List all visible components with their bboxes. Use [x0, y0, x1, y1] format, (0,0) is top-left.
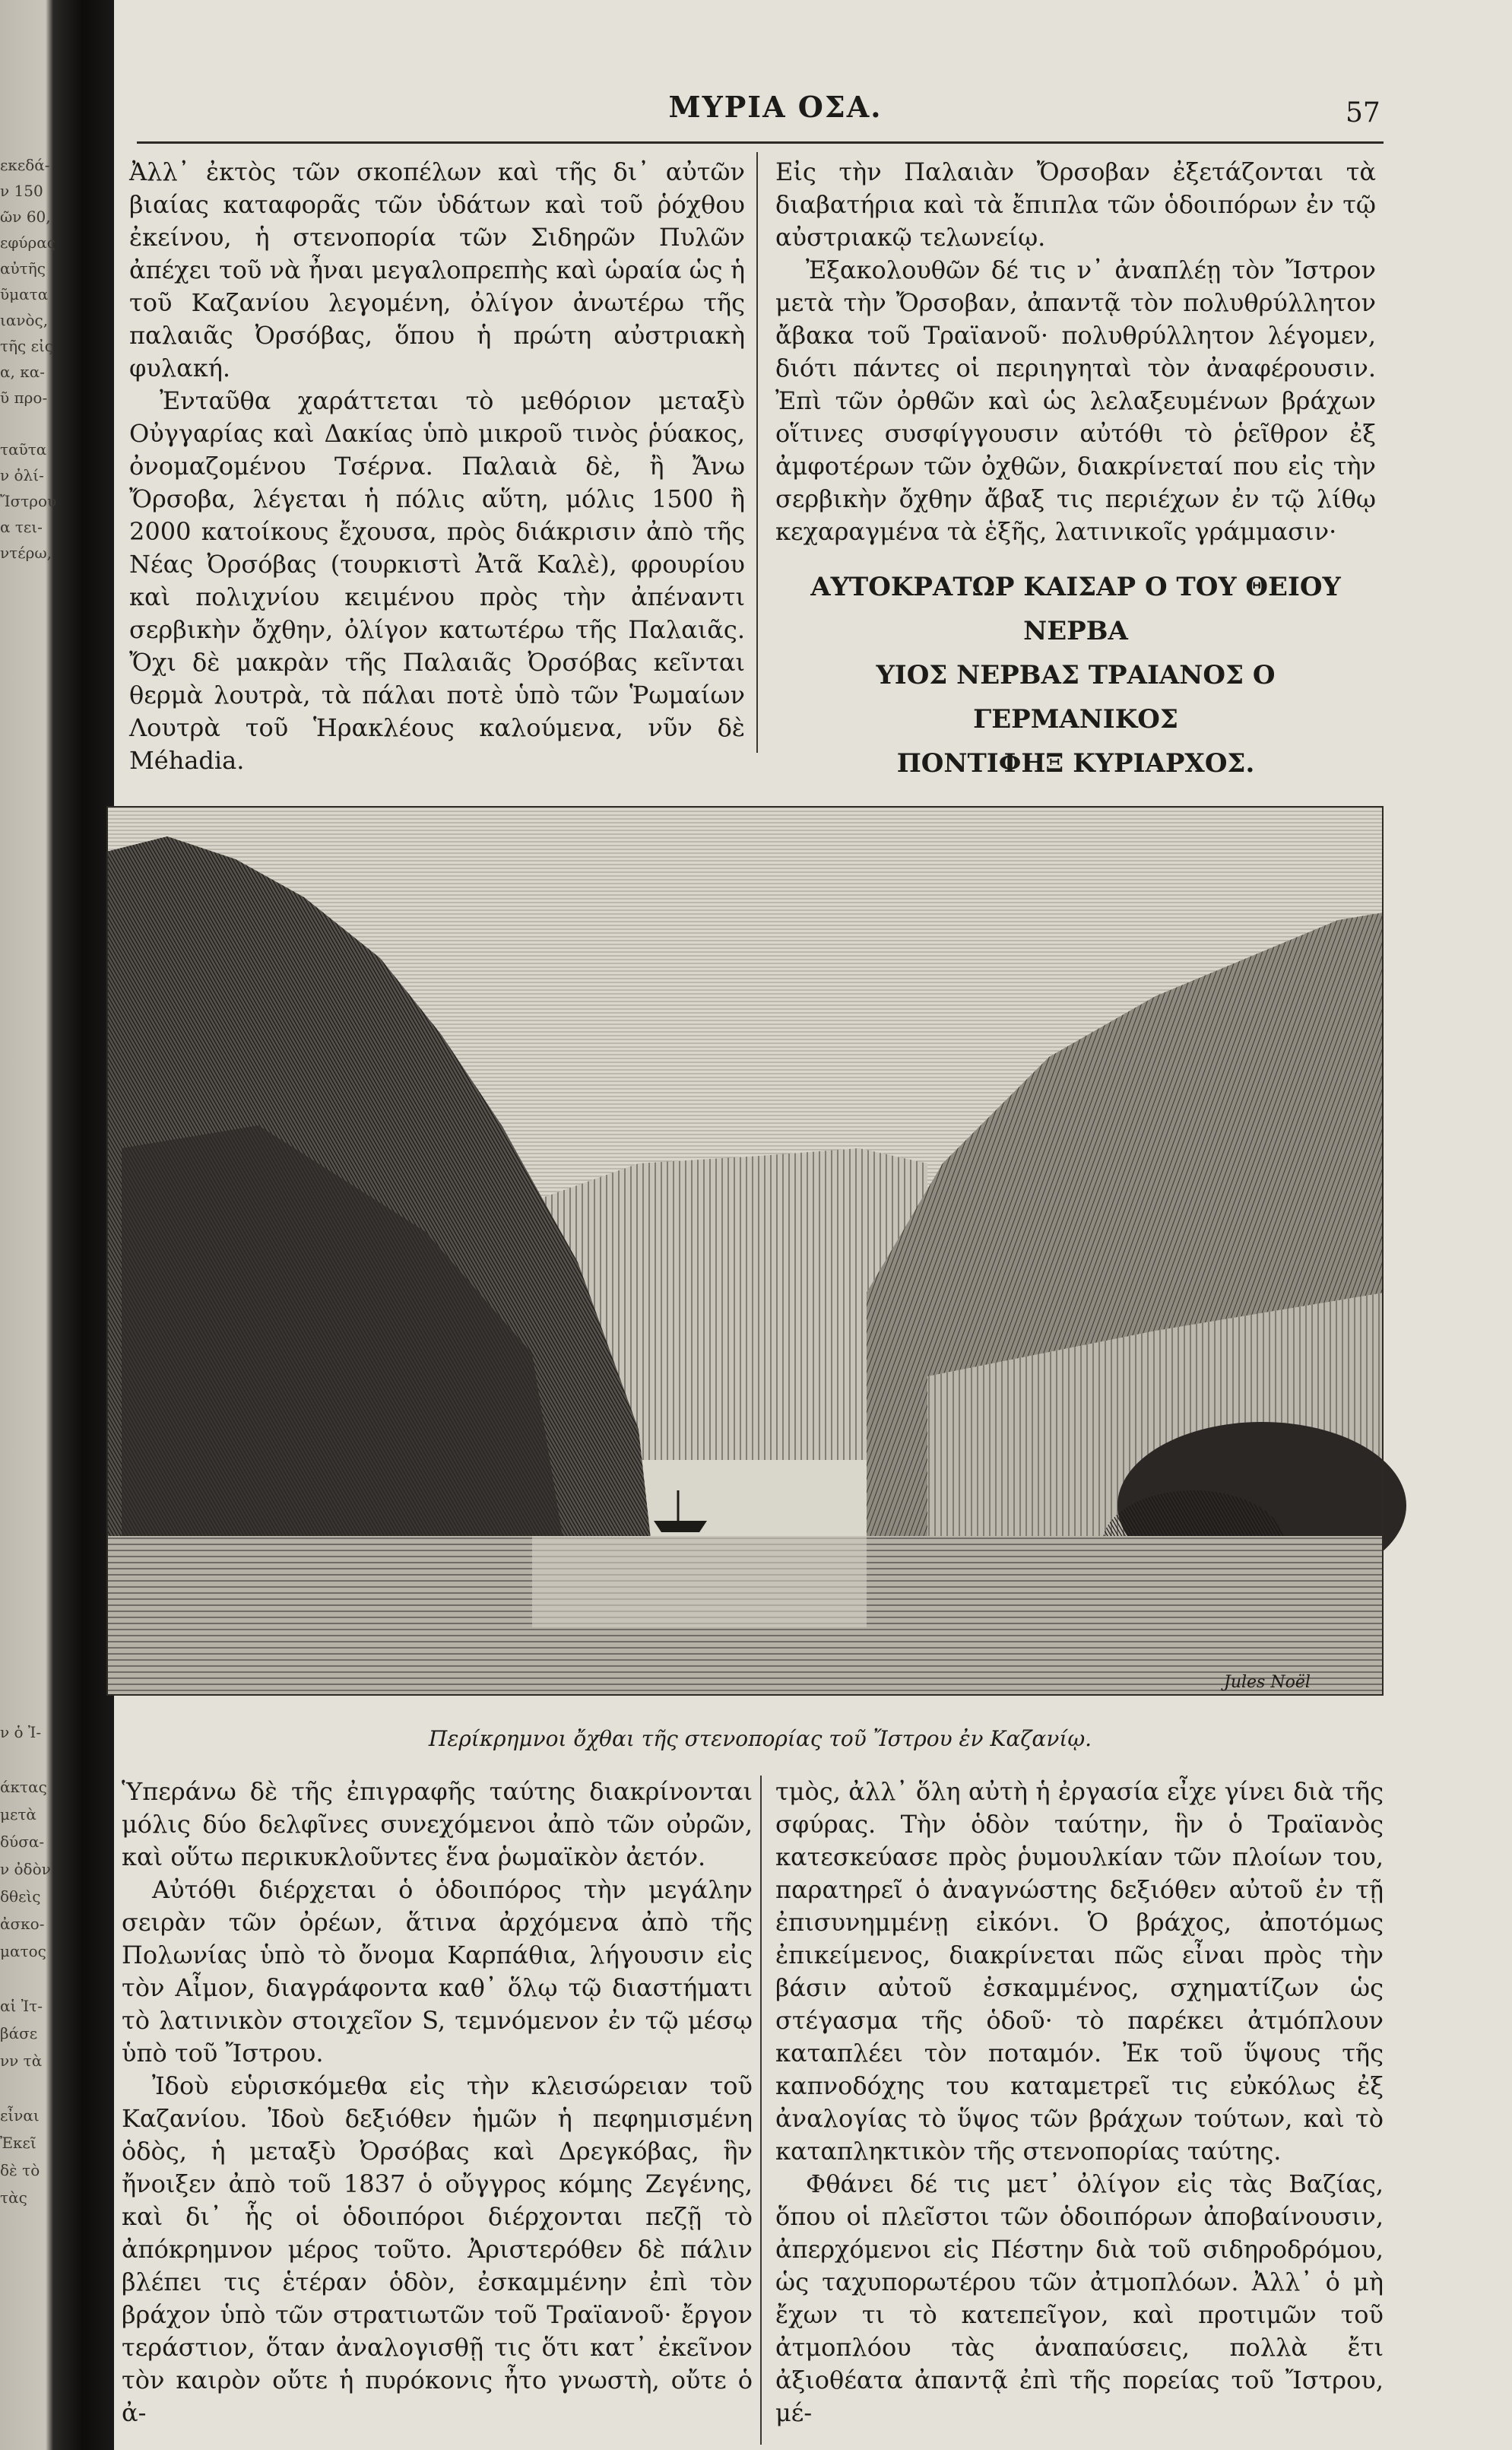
page-number: 57 [1346, 97, 1380, 129]
paragraph: Φθάνει δέ τις μετ᾽ ὀλίγον εἰς τὰς Βαζίας, ὅπου οἱ πλεῖστοι τῶν ὁδοιπόρων ἀποβαίνουσιν, ἀπερχόμενοι εἰς Πέστην διὰ τοῦ σιδηροδρόμου, ὡς ταχυπορωτέρου τῶν ἀτμοπλόων. Ἀλλ᾽ ὁ μὴ ἔχων τι τὸ κατεπεῖγον, καὶ προτιμῶν τοῦ ἀτμοπλόου τὰς ἀναπαύσεις, πολλὰ ἔτι ἀξιοθέατα ἀπαντᾷ ἐπὶ τῆς πορείας τοῦ Ἴστρου, μέ- [775, 2169, 1384, 2427]
paragraph: Ἐνταῦθα χαράττεται τὸ μεθόριον μεταξὺ Οὐγγαρίας καὶ Δακίας ὑπὸ μικροῦ τινὸς ῥύακος, ὀνομαζομένου Τσέρνα. Παλαιὰ δὲ, ἢ Ἄνω Ὄρσοβα, λέγεται ἡ πόλις αὕτη, μόλις 1500 ἢ 2000 κατοίκους ἔχουσα, πρὸς διάκρισιν ἀπὸ τῆς Νέας Ὀρσόβας (τουρκιστὶ Ἀτᾶ Καλὲ), φρουρίου καὶ πολιχνίου κειμένου πρὸς τὴν ἀπέναντι σερβικὴν ὄχθην, ὀλίγον κατωτέρω τῆς Παλαιᾶς. Ὄχι δὲ μακρὰν τῆς Παλαιᾶς Ὀρσόβας κεῖνται θερμὰ λουτρὰ, τὰ πάλαι ποτὲ ὑπὸ τῶν Ῥωμαίων Λουτρὰ τοῦ Ἡρακλέους καλούμενα, νῦν δὲ Méhadia. [129, 386, 745, 775]
paragraph: Ἀλλ᾽ ἐκτὸς τῶν σκοπέλων καὶ τῆς δι᾽ αὐτῶν βιαίας καταφορᾶς τῶν ὑδάτων καὶ τοῦ ῥόχθου ἐκείνου, ἡ στενοπορία τῶν Σιδηρῶν Πυλῶν ἀπέχει τοῦ νὰ ἦναι μεγαλοπρεπὴς καὶ ὡραία ὡς ἡ τοῦ Καζανίου λεγομένη, ὀλίγον ἀνωτέρω τῆς παλαιᾶς Ὀρσόβας, ὅπου ἡ πρώτη αὐστριακὴ φυλακή. [129, 157, 745, 382]
inscription-line: ΥΙΟΣ ΝΕΡΒΑΣ ΤΡΑΙΑΝΟΣ Ο ΓΕΡΜΑΝΙΚΟΣ [876, 660, 1276, 735]
trajan-inscription [775, 565, 1376, 785]
paragraph: Εἰς τὴν Παλαιὰν Ὄρσοβαν ἐξετάζονται τὰ διαβατήρια καὶ τὰ ἔπιπλα τῶν ὁδοιπόρων ἐν τῷ αὐστριακῷ τελωνείῳ. [775, 157, 1376, 252]
column-divider [756, 152, 758, 753]
column-divider [760, 1776, 762, 2445]
paragraph: Ἰδοὺ εὑρισκόμεθα εἰς τὴν κλεισώρειαν τοῦ Καζανίου. Ἰδοὺ δεξιόθεν ἡμῶν ἡ πεφημισμένη ὁδὸς, ἡ μεταξὺ Ὀρσόβας καὶ Δρεγκόβας, ἣν ἤνοιξεν ἀπὸ τοῦ 1837 ὁ οὔγγρος κόμης Ζεγένης, καὶ δι᾽ ἧς οἱ ὁδοιπόροι διέρχονται πεζῇ τὸ ἀπόκρημνον μέρος τοῦτο. Ἀριστερόθεν δὲ πάλιν βλέπει τις ἑτέραν ὁδὸν, ἐσκαμμένην ἐπὶ τὸν βράχον ὑπὸ τῶν στρατιωτῶν τοῦ Τραϊανοῦ· ἔργον τεράστιον, ὅταν ἀναλογισθῇ τις ὅτι κατ᾽ ἐκεῖνον τὸν καιρὸν οὔτε ἡ πυρόκονις ἦτο γνωστὴ, οὔτε ὁ ἀ- [122, 2071, 753, 2427]
bottom-left-column [122, 1776, 753, 2445]
right-column [775, 156, 1376, 779]
gorge-engraving [106, 806, 1384, 1696]
paragraph: τμὸς, ἀλλ᾽ ὅλη αὐτὴ ἡ ἐργασία εἶχε γίνει διὰ τῆς σφύρας. Τὴν ὁδὸν ταύτην, ἣν ὁ Τραϊανὸς κατεσκεύασε πρὸς ῥυμουλκίαν τῶν πλοίων του, παρατηρεῖ ὁ ἀναγνώστης δεξιόθεν αὐτοῦ ἐν τῇ ἐπισυνημμένῃ εἰκόνι. Ὁ βράχος, ἀποτόμως ἐπικείμενος, διακρίνεται πῶς εἶναι πρὸς τὴν βάσιν αὐτοῦ ἐσκαμμένος, σχηματίζων ὡς στέγασμα τῆς ὁδοῦ· τὸ παρέκει ἀτμόπλουν καταπλέει τὸν ποταμόν. Ἐκ τοῦ ὕψους τῆς καπνοδόχης του καταμετρεῖ τις εὐκόλως ἐξ ἀναλογίας τὸ ὕψος τῶν βράχων τούτων, καὶ τὸ καταπληκτικὸν τῆς στενοπορίας ταύτης. [775, 1777, 1384, 2166]
previous-page-text-upper: εκεδά- ν 150 ῶν 60, εφύρας αὐτῆς ῦματα ιανὸς, τῆς εἰς α, κα- ῦ προ- ταῦτα ν ὀλί- Ἴστρου α τει- ντέρω, [0, 156, 57, 562]
paragraph: Αὐτόθι διέρχεται ὁ ὁδοιπόρος τὴν μεγάλην σειρὰν τῶν ὀρέων, ἅτινα ἀρχόμενα ἀπὸ τῆς Πολωνίας ὑπὸ τὸ ὄνομα Καρπάθια, λήγουσιν εἰς τὸν Αἶμον, διαγράφοντα καθ᾽ ὅλῳ τῷ διαστήματι τὸ λατινικὸν στοιχεῖον S, τεμνόμενον ἐν τῷ μέσῳ ὑπὸ τοῦ Ἴστρου. [122, 1875, 753, 2068]
cliff-reflection [532, 1536, 867, 1627]
boat [654, 1521, 707, 1532]
engraver-signature: Jules Noël [1224, 1673, 1311, 1692]
previous-page-text-lower: ν ὁ Ἰ- άκτας μετὰ δύσα- ν ὀδὸν δθεὶς ἀσκο- ματος αἱ Ἰτ- βάσε νν τὰ εἶναι Ἐκεῖ δὲ τὸ τὰς [0, 1723, 51, 2207]
inscription-line: ΑΥΤΟΚΡΑΤΩΡ ΚΑΙΣΑΡ Ο ΤΟΥ ΘΕΙΟΥ ΝΕΡΒΑ [810, 572, 1341, 646]
page [114, 0, 1512, 2450]
header-rule [137, 141, 1384, 144]
paragraph: Ἐξακολουθῶν δέ τις ν᾽ ἀναπλέῃ τὸν Ἴστρον μετὰ τὴν Ὄρσοβαν, ἀπαντᾷ τὸν πολυθρύλλητον ἄβακα τοῦ Τραϊανοῦ· πολυθρύλλητον λέγομεν, διότι πάντες οἱ περιηγηταὶ τὸν ἀναφέρουσιν. Ἐπὶ τῶν ὀρθῶν καὶ ὡς λελαξευμένων βράχων οἵτινες συσφίγγουσιν αὐτόθι τὸ ῥεῖθρον ἐξ ἀμφοτέρων τῶν ὀχθῶν, διακρίνεταί που εἰς τὴν σερβικὴν ὄχθην ἄβαξ τις περιέχων ἐν τῷ λίθῳ κεχαραγμένα τὰ ἑξῆς, λατινικοῖς γράμμασιν· [775, 255, 1376, 546]
bottom-right-column [775, 1776, 1384, 2445]
inscription-line: ΠΟΝΤΙΦΗΞ ΚΥΡΙΑΡΧΟΣ. [896, 748, 1255, 779]
paragraph: Ὑπεράνω δὲ τῆς ἐπιγραφῆς ταύτης διακρίνονται μόλις δύο δελφῖνες συνεχόμενοι ἀπὸ τῶν οὐρῶν, καὶ οὕτω περικυκλοῦντες ἕνα ῥωμαϊκὸν ἀετόν. [122, 1777, 753, 1871]
figure-caption: Περίκρημνοι ὄχθαι τῆς στενοπορίας τοῦ Ἴστρου ἐν Καζανίῳ. [428, 1726, 1092, 1751]
left-column [129, 156, 745, 775]
running-header-title: ΜΥΡΙΑ ΟΣΑ. [668, 90, 883, 124]
binding-spine [0, 0, 114, 2450]
